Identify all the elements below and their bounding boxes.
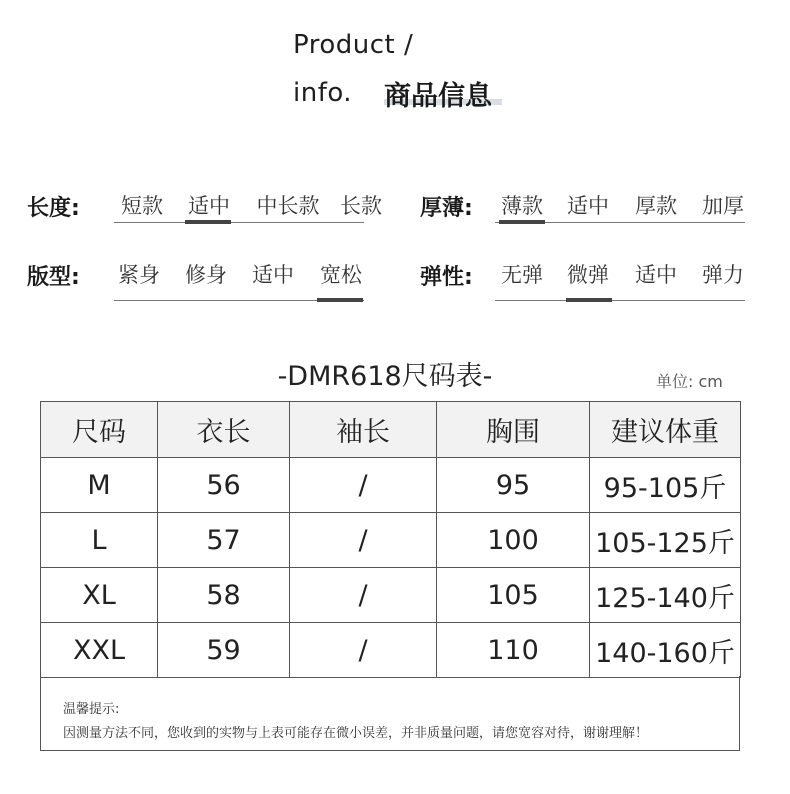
cell-chest: 110 <box>437 623 590 678</box>
elasticity-label: 弹性: <box>420 265 473 290</box>
cell-weight: 140-160斤 <box>590 623 741 678</box>
cell-chest: 95 <box>437 458 590 513</box>
elasticity-option-3: 适中 <box>635 263 677 287</box>
thickness-selected-marker <box>499 220 545 224</box>
table-row <box>41 623 741 678</box>
elasticity-scale-line <box>495 300 745 301</box>
thickness-option-2: 适中 <box>567 194 609 218</box>
cell-length: 56 <box>158 458 290 513</box>
length-option-4: 长款 <box>340 194 382 218</box>
cell-size: XL <box>41 568 158 623</box>
cell-sleeve: / <box>290 623 437 678</box>
title-en-line1: Product / <box>293 30 414 60</box>
unit-label: 单位: cm <box>656 372 723 391</box>
thickness-option-1: 薄款 <box>501 194 543 218</box>
cell-sleeve: / <box>290 513 437 568</box>
cell-sleeve: / <box>290 458 437 513</box>
cell-length: 57 <box>158 513 290 568</box>
cell-size: L <box>41 513 158 568</box>
length-selected-marker <box>185 220 231 224</box>
size-table <box>40 401 741 678</box>
header-chest: 胸围 <box>437 402 590 458</box>
fit-option-2: 修身 <box>185 263 227 287</box>
elasticity-option-4: 弹力 <box>702 263 744 287</box>
cell-chest: 100 <box>437 513 590 568</box>
elasticity-selected-marker <box>566 298 612 302</box>
cell-weight: 105-125斤 <box>590 513 741 568</box>
cell-weight: 95-105斤 <box>590 458 741 513</box>
length-option-1: 短款 <box>121 194 163 218</box>
fit-label: 版型: <box>27 265 80 290</box>
fit-selected-marker <box>317 298 363 302</box>
fit-option-1: 紧身 <box>118 263 160 287</box>
cell-size: XXL <box>41 623 158 678</box>
table-row <box>41 458 741 513</box>
notice-text: 因测量方法不同，您收到的实物与上表可能存在微小误差，并非质量问题，请您宽容对待，谢谢理解！ <box>63 726 649 741</box>
cell-length: 58 <box>158 568 290 623</box>
cell-size: M <box>41 458 158 513</box>
title-cn: 商品信息 <box>384 81 492 112</box>
cell-weight: 125-140斤 <box>590 568 741 623</box>
notice-title: 温馨提示: <box>63 702 120 717</box>
thickness-label: 厚薄: <box>420 196 473 221</box>
header-length: 衣长 <box>158 402 290 458</box>
thickness-option-3: 厚款 <box>635 194 677 218</box>
length-label: 长度: <box>27 196 80 221</box>
cell-sleeve: / <box>290 568 437 623</box>
cell-length: 59 <box>158 623 290 678</box>
elasticity-option-1: 无弹 <box>501 263 543 287</box>
table-row <box>41 568 741 623</box>
length-scale-line <box>114 222 364 223</box>
fit-option-4: 宽松 <box>320 263 362 287</box>
notice-box <box>40 676 740 751</box>
header-size: 尺码 <box>41 402 158 458</box>
header-weight: 建议体重 <box>590 402 741 458</box>
thickness-option-4: 加厚 <box>702 194 744 218</box>
size-chart-title: -DMR618尺码表- <box>277 361 493 392</box>
length-option-2: 适中 <box>188 194 230 218</box>
header-sleeve: 袖长 <box>290 402 437 458</box>
fit-option-3: 适中 <box>252 263 294 287</box>
title-en-line2: info. <box>293 78 353 108</box>
table-header-row <box>41 402 741 458</box>
elasticity-option-2: 微弹 <box>567 263 609 287</box>
table-row <box>41 513 741 568</box>
cell-chest: 105 <box>437 568 590 623</box>
length-option-3: 中长款 <box>256 194 320 218</box>
